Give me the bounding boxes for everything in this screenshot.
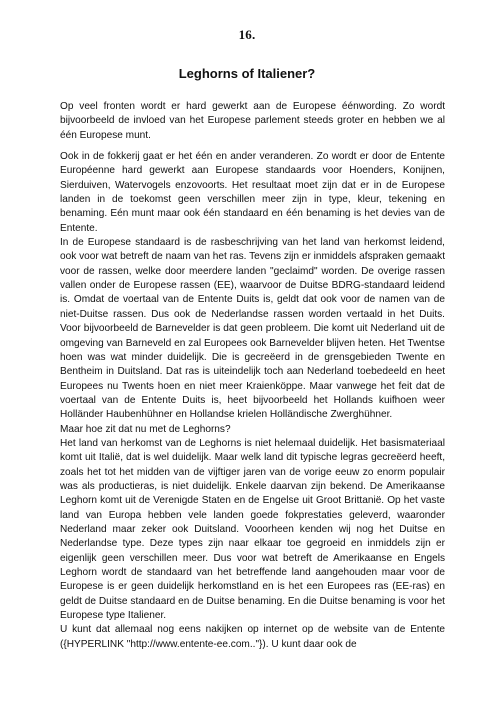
paragraph: U kunt dat allemaal nog eens nakijken op internet op de website van de Entente ({HYPERLINK "http://www.entente-ee.com.."}). U kunt daar ook de <box>60 624 445 650</box>
paragraph: In de Europese standaard is de rasbeschrijving van het land van herkomst leidend, ook voor wat betreft de naam van het ras. Tevens zijn er inmiddels afspraken gemaakt voor de rassen, welke door meerdere landen "geclaimd" worden. De overige rassen vallen onder de Europese rassen (EE), waarvoor de Duitse BDRG-standaard leidend is. Omdat de voertaal van de Entente Duits is, geldt dat ook voor de namen van de niet-Duitse rassen. Dus ook de Nederlandse rassen worden vertaald in het Duits. Voor bijvoorbeeld de Barnevelder is dat geen probleem. Die komt uit Nederland uit de omgeving van Barneveld en zal Europees ook Barnevelder blijven heten. Het Twentse hoen was wat minder duidelijk. Die is gecreëerd in de grensgebieden Twente en Bentheim in Duitsland. Dat ras is uiteindelijk toch aan Nederland toebedeeld en heet Europees nu Twents hoen en niet meer Kraienköppe. Maar vanwege het feit dat de voertaal van de Entente Duits is, heet bijvoorbeeld het Hollands kuifhoen weer Holländer Haubenhühner en Hollandse krielen Holländische Zwerghühner. <box>60 237 445 421</box>
page-title: Leghorns of Italiener? <box>178 66 316 81</box>
paragraph: Ook in de fokkerij gaat er het één en ander veranderen. Zo wordt er door de Entente Européenne hard gewerkt aan Europese standaards voor Hoenders, Konijnen, Sierduiven, Watervogels enzovoorts. Het resultaat moet zijn dat er in de Europese landen in de toekomst geen verschillen meer zijn in type, kleur, tekening en benaming. Eén munt maar ook één standaard en één benaming is het devies van de Entente. <box>60 151 445 234</box>
article-body <box>60 100 445 652</box>
paragraph: Het land van herkomst van de Leghorns is niet helemaal duidelijk. Het basismateriaal komt uit Italië, dat is wel duidelijk. Maar welk land dit typische legras gecreëerd heeft, zoals het tot het midden van de vijftiger jaren van de vorige eeuw zo enorm populair was als productieras, is niet duidelijk. Enkele daarvan zijn bekend. De Amerikaanse Leghorn komt uit de Verenigde Staten en de Engelse uit Groot Brittanië. Op het vaste land van Europa hebben vele landen goede fokprestaties geleverd, waaronder Nederland maar zeker ook Duitsland. Vooorheen kenden wij nog het Duitse en Nederlandse type. Deze types zijn naar elkaar toe gegroeid en inmiddels zijn er eigenlijk geen verschillen meer. Dus voor wat betreft de Amerikaanse en Engels Leghorn wordt de standaard van het betreffende land aangehouden maar voor de Europese is er geen duidelijk herkomstland en is het een Europees ras (EE-ras) en geldt de Duitse standaard en de Duitse benaming. En die Duitse benaming is voor het Europese type Italiener. <box>60 437 445 622</box>
paragraph: Op veel fronten wordt er hard gewerkt aan de Europese éénwording. Zo wordt bijvoorbeeld de invloed van het Europese parlement steeds groter en hebben we al één Europese munt. <box>60 101 445 141</box>
page-number: 16. <box>238 27 256 42</box>
paragraph: Maar hoe zit dat nu met de Leghorns? <box>60 423 231 435</box>
